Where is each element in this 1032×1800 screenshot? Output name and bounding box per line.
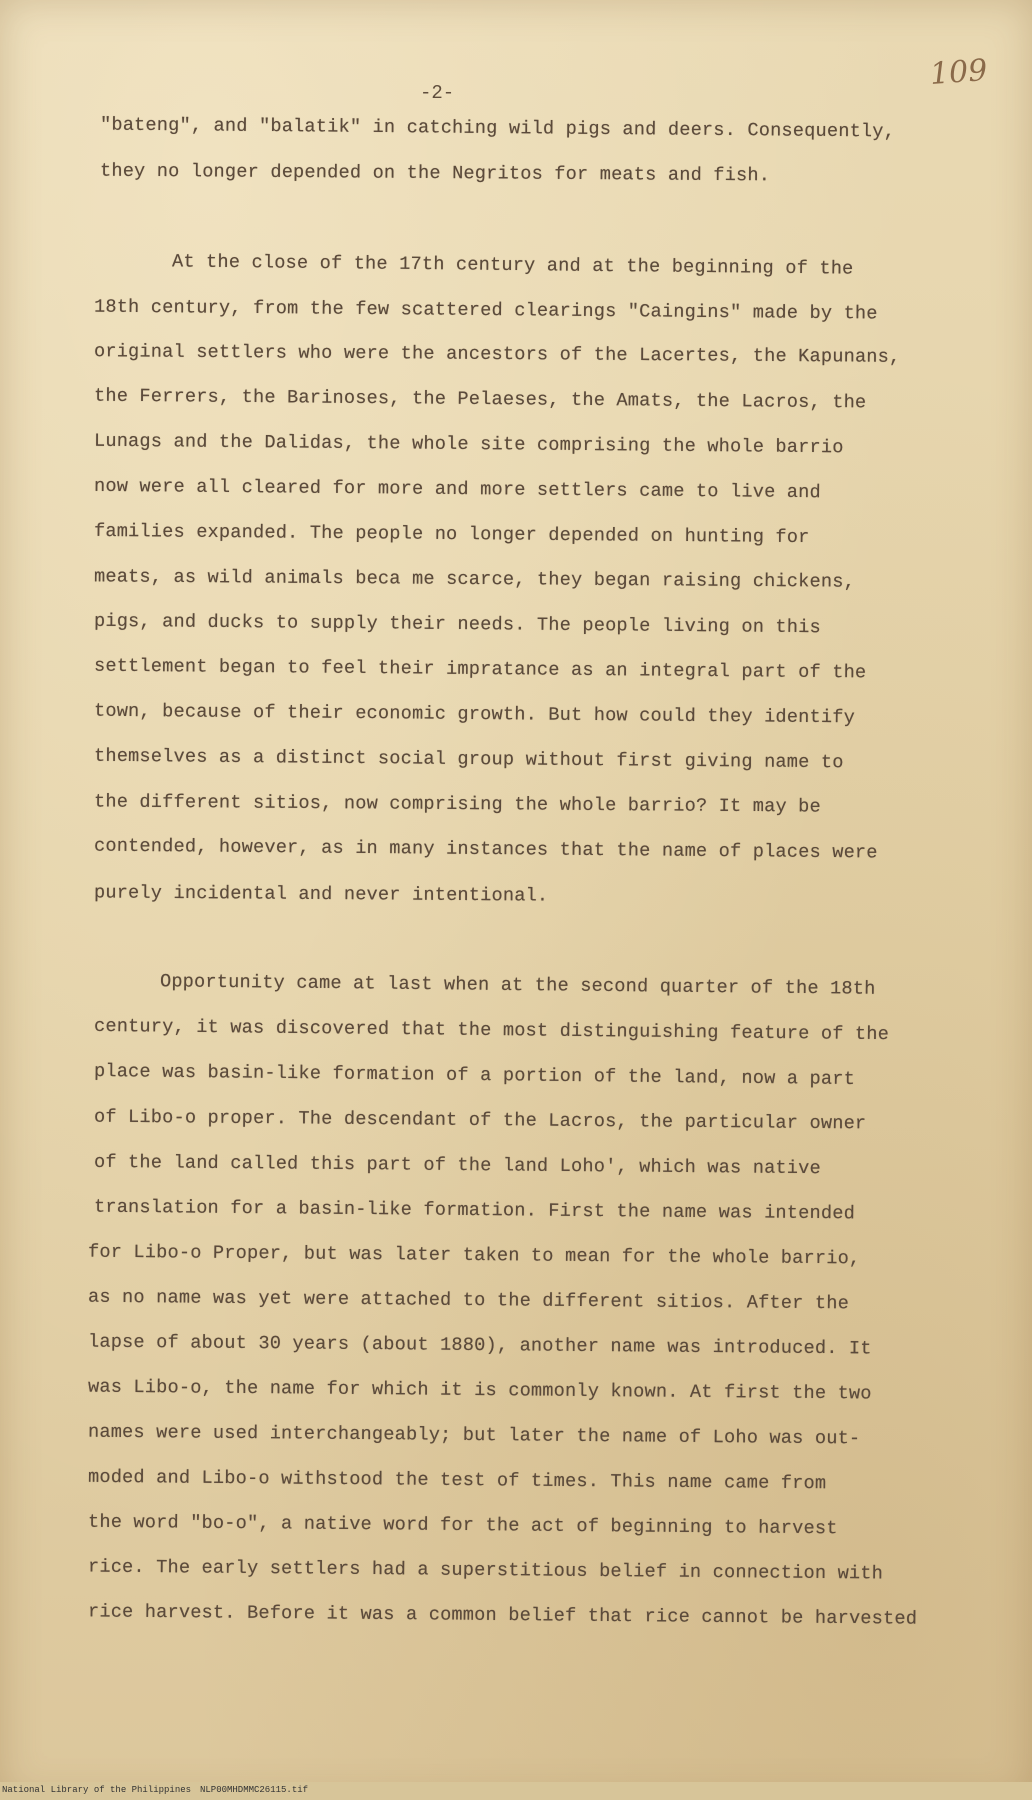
text-line: now were all cleared for more and more settlers came to live and: [93, 475, 821, 504]
text-line: "bateng", and "balatik" in catching wild pigs and deers. Consequently,: [99, 114, 896, 143]
text-line: was Libo-o, the name for which it is commonly known. At first the two: [87, 1376, 872, 1405]
footer-file: NLP00MHDMMC26115.tif: [200, 1785, 309, 1795]
text-line: Lunags and the Dalidas, the whole site comprising the whole barrio: [93, 430, 844, 459]
text-line: purely incidental and never intentional.: [93, 882, 549, 907]
text-line: as no name was yet were attached to the different sitios. After the: [87, 1286, 850, 1315]
text-line: the different sitios, now comprising the whole barrio? It may be: [93, 791, 821, 818]
text-line: century, it was discovered that the most distinguishing feature of the: [93, 1015, 890, 1046]
text-line: contended, however, as in many instances that the name of places were: [93, 835, 878, 864]
text-line: themselves as a distinct social group without first giving name to: [93, 745, 844, 774]
text-line: meats, as wild animals beca me scarce, they began raising chickens,: [93, 566, 856, 593]
text-line: names were used interchangeably; but later the name of Loho was out-: [87, 1421, 861, 1450]
text-line: original settlers who were the ancestors of the Lacertes, the Kapunans,: [93, 341, 901, 368]
text-line: place was basin-like formation of a portion of the land, now a part: [93, 1061, 856, 1090]
text-line: Opportunity came at last when at the second quarter of the 18th: [159, 971, 876, 1000]
text-line: moded and Libo-o withstood the test of times. This name came from: [87, 1466, 827, 1495]
text-line: translation for a basin-like formation. First the name was intended: [93, 1196, 856, 1225]
text-line: they no longer depended on the Negritos for meats and fish.: [99, 160, 771, 187]
text-line: for Libo-o Proper, but was later taken to mean for the whole barrio,: [87, 1241, 861, 1270]
text-line: families expanded. The people no longer depended on hunting for: [93, 520, 810, 549]
text-line: 18th century, from the few scattered clearings "Caingins" made by the: [93, 296, 878, 325]
text-line: rice. The early settlers had a superstitious belief in connection with: [87, 1556, 884, 1585]
text-line: settlement began to feel their impratance as an integral part of the: [93, 655, 867, 684]
text-line: At the close of the 17th century and at the beginning of the: [171, 251, 854, 280]
page-number: -2-: [420, 82, 455, 104]
text-line: pigs, and ducks to supply their needs. The people living on this: [93, 610, 821, 639]
text-line: rice harvest. Before it was a common belief that rice cannot be harvested: [87, 1601, 918, 1630]
text-line: the Ferrers, the Barinoses, the Pelaeses, the Amats, the Lacros, the: [93, 385, 867, 414]
text-line: of Libo-o proper. The descendant of the Lacros, the particular owner: [93, 1106, 867, 1135]
text-line: lapse of about 30 years (about 1880), another name was introduced. It: [87, 1331, 872, 1360]
footer-library: National Library of the Philippines: [2, 1785, 192, 1795]
text-line: the word "bo-o", a native word for the act of beginning to harvest: [87, 1511, 838, 1540]
text-line: of the land called this part of the land Loho', which was native: [93, 1151, 821, 1180]
folio-mark: 109: [928, 53, 989, 92]
text-line: town, because of their economic growth. But how could they identify: [93, 700, 856, 729]
